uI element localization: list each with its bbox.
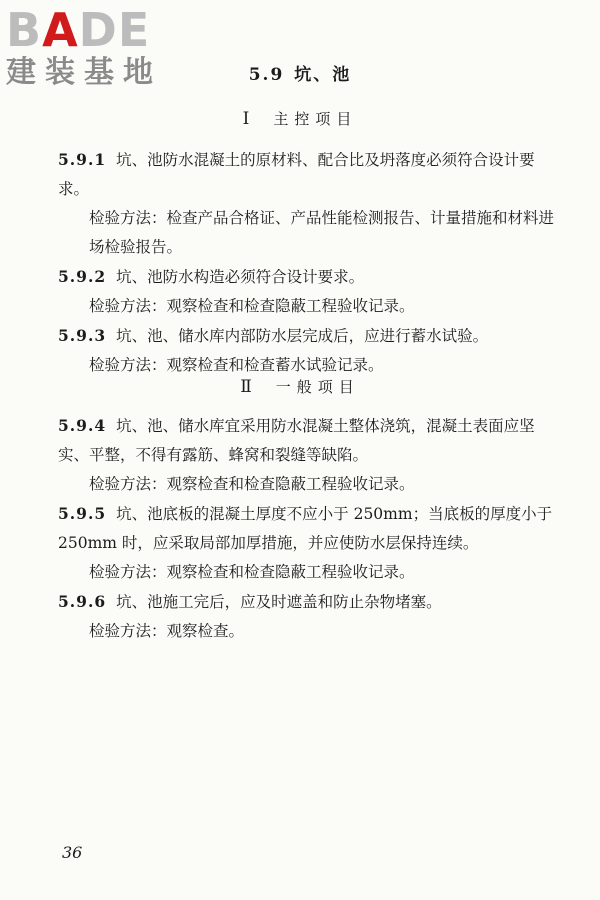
clause-number: 5.9.5 [58, 504, 107, 523]
clause-number: 5.9.4 [58, 416, 107, 435]
general-clauses [58, 411, 558, 646]
clause-5-9-2-method: 检验方法：观察检查和检查隐蔽工程验收记录。 [89, 297, 415, 315]
clause-text: 坑、池、储水库宜采用防水混凝土整体浇筑，混凝土表面应坚实、平整，不得有露筋、蜂窝和裂缝等缺陷。 [58, 417, 535, 464]
clause-number: 5.9.3 [58, 326, 107, 345]
clause-5-9-4 [58, 411, 558, 470]
main-control-text: 主控项目 [273, 110, 358, 128]
clause-5-9-6 [58, 587, 558, 617]
section-title-text: 坑、池 [294, 65, 352, 85]
clause-5-9-5 [58, 499, 558, 558]
clause-5-9-6-method: 检验方法：观察检查。 [89, 622, 245, 640]
clause-5-9-3 [58, 321, 558, 351]
logo-letters-de: DE [78, 3, 151, 57]
section-number: 5.9 [248, 65, 285, 85]
clause-number: 5.9.6 [58, 592, 107, 611]
section-title [0, 60, 600, 85]
clause-text: 坑、池防水构造必须符合设计要求。 [116, 268, 365, 286]
general-text: 一般项目 [275, 378, 360, 396]
clause-text: 坑、池、储水库内部防水层完成后，应进行蓄水试验。 [116, 327, 489, 345]
clause-text: 坑、池防水混凝土的原材料、配合比及坍落度必须符合设计要求。 [58, 151, 535, 198]
clause-5-9-5-method: 检验方法：观察检查和检查隐蔽工程验收记录。 [89, 563, 415, 581]
logo-wordmark [6, 3, 176, 57]
general-roman: Ⅱ [240, 377, 258, 397]
logo-letter-b: B [6, 3, 43, 57]
clause-5-9-4-method: 检验方法：观察检查和检查隐蔽工程验收记录。 [89, 475, 415, 493]
page-number: 36 [62, 843, 83, 862]
clause-5-9-2 [58, 262, 558, 292]
logo-letter-a: A [42, 3, 79, 57]
clause-text: 坑、池底板的混凝土厚度不应小于 250mm；当底板的厚度小于 250mm 时，应采取局部加厚措施，并应使防水层保持连续。 [58, 505, 553, 552]
main-control-roman: Ⅰ [242, 109, 256, 129]
main-control-heading [0, 108, 600, 129]
clause-5-9-1 [58, 145, 558, 204]
clause-number: 5.9.1 [58, 150, 107, 169]
logo-subtitle: 建装基地 [6, 55, 162, 90]
clause-5-9-1-method: 检验方法：检查产品合格证、产品性能检测报告、计量措施和材料进场检验报告。 [89, 209, 555, 256]
clause-5-9-3-method: 检验方法：观察检查和检查蓄水试验记录。 [89, 356, 384, 374]
general-heading [0, 376, 600, 397]
clause-number: 5.9.2 [58, 267, 107, 286]
main-control-clauses [58, 145, 558, 380]
clause-text: 坑、池施工完后，应及时遮盖和防止杂物堵塞。 [116, 593, 442, 611]
